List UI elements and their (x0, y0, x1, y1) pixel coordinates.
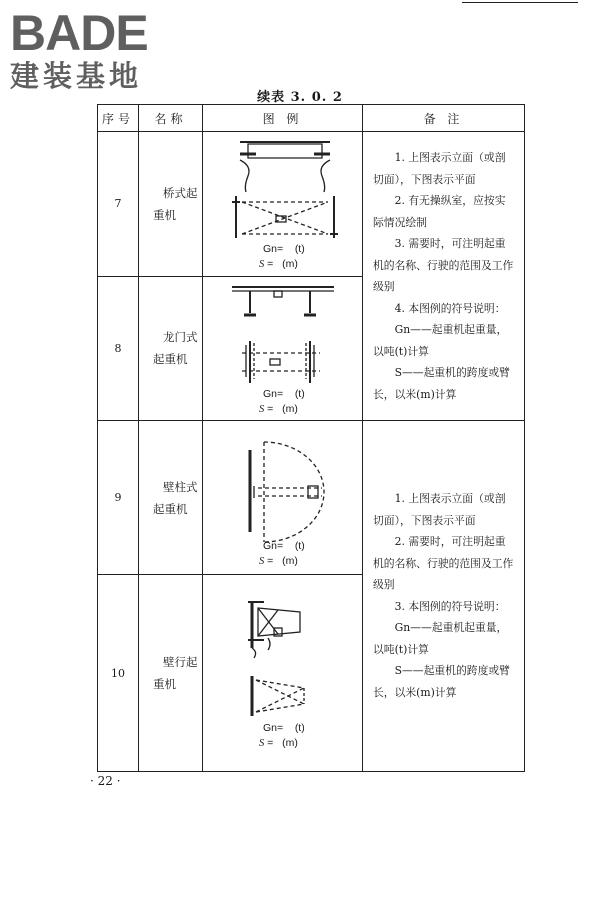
row-name (139, 132, 203, 276)
note-cell-crane-bridge-gantry (363, 132, 525, 421)
caption-gn-label: Gn= (263, 722, 284, 735)
bade-logo (8, 4, 178, 92)
caption-gn-unit: (t) (294, 387, 305, 400)
note-line: 2. 需要时，可注明起重机的名称、行驶的范围及工作级别 (373, 535, 514, 592)
header-note: 备 注 (363, 105, 525, 132)
row-name (139, 575, 203, 772)
caption-gn-unit: (t) (294, 243, 305, 256)
pillar-crane-drawing (208, 428, 358, 546)
caption-s-eq: = (267, 737, 274, 750)
bridge-crane-drawing (208, 136, 358, 246)
note-line: 1. 上图表示立面（或剖切面），下图表示平面 (373, 151, 506, 186)
note-line: 3. 需要时，可注明起重机的名称、行驶的范围及工作级别 (373, 237, 514, 293)
caption-s-label: S (259, 555, 265, 567)
figure-caption (259, 242, 305, 272)
caption-gn-unit: (t) (294, 722, 305, 735)
figure-caption (259, 721, 305, 751)
caption-s-eq: = (267, 402, 274, 415)
table-row (98, 420, 525, 574)
figure-gantry-crane (203, 276, 363, 420)
note-line: S——起重机的跨度或臂长，以米(m)计算 (373, 366, 510, 401)
header-name: 名称 (139, 105, 203, 132)
note-line: S——起重机的跨度或臂长，以米(m)计算 (373, 664, 510, 699)
caption-s-unit: (m) (282, 402, 298, 415)
table-title: 续表 3. 0. 2 (257, 90, 343, 105)
note-cell-crane-wall (363, 420, 525, 771)
row-name-text: 龙门式起重机 (153, 330, 198, 367)
note-line: 4. 本图例的符号说明： (394, 301, 506, 315)
header-figure: 图 例 (203, 105, 363, 132)
caption-s-label: S (259, 259, 265, 271)
caption-gn-label: Gn= (263, 387, 284, 400)
caption-s-unit: (m) (282, 554, 298, 567)
caption-gn-label: Gn= (263, 243, 284, 256)
row-name-text: 壁行起重机 (153, 655, 198, 692)
figure-pillar-crane (203, 420, 363, 574)
row-name (139, 276, 203, 420)
note-line: 1. 上图表示立面（或剖切面），下图表示平面 (373, 492, 506, 527)
figure-caption (259, 539, 305, 569)
logo-brand: BADE (10, 5, 148, 61)
caption-gn-label: Gn= (263, 539, 284, 552)
caption-s-unit: (m) (282, 737, 298, 750)
caption-s-label: S (259, 738, 265, 750)
bade-logo-graphic (8, 4, 178, 92)
header-num: 序号 (98, 105, 139, 132)
row-name (139, 420, 203, 574)
caption-gn-unit: (t) (294, 539, 305, 552)
table-row (98, 132, 525, 276)
row-number: 8 (98, 276, 139, 420)
logo-subtitle: 建装基地 (10, 59, 143, 92)
row-number: 10 (98, 575, 139, 772)
caption-s-label: S (259, 403, 265, 415)
figure-wall-travelling-crane (203, 575, 363, 772)
note-line: 2. 有无操纵室，应按实际情况绘制 (373, 194, 506, 229)
figure-bridge-crane (203, 132, 363, 276)
row-name-text: 壁柱式起重机 (153, 479, 198, 516)
note-line: 3. 本图例的符号说明： (394, 599, 506, 613)
legend-table (97, 104, 525, 772)
figure-caption (259, 387, 305, 417)
row-number: 7 (98, 132, 139, 276)
page-number: · 22 · (90, 774, 121, 788)
header-rule (462, 2, 578, 3)
caption-s-eq: = (267, 258, 274, 271)
note-line: Gn——起重机起重量，以吨(t)计算 (373, 323, 508, 358)
gantry-crane-drawing (208, 279, 358, 391)
caption-s-eq: = (267, 554, 274, 567)
row-name-text: 桥式起重机 (153, 185, 198, 222)
caption-s-unit: (m) (282, 258, 298, 271)
wall-travelling-crane-drawing (208, 588, 358, 728)
table-header-row (98, 105, 525, 132)
row-number: 9 (98, 420, 139, 574)
note-line: Gn——起重机起重量，以吨(t)计算 (373, 621, 508, 656)
